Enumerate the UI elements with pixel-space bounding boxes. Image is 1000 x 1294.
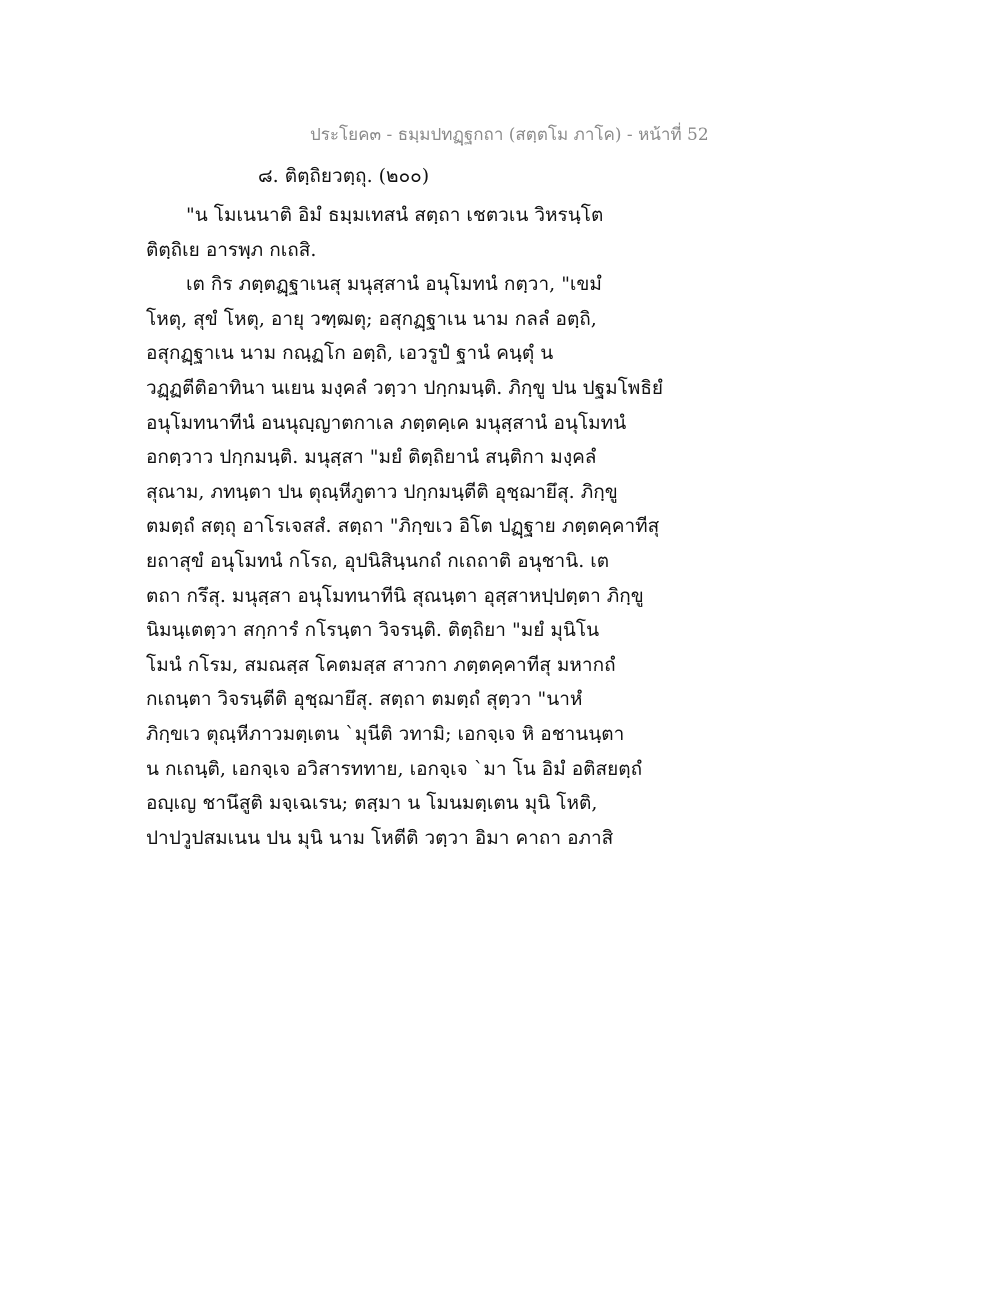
text-line: กเถนฺตา วิจรนฺตีติ อุชฺฌายึสุ. สตฺถา ตมตฺถํ สุตฺวา "นาหํ [146,688,583,711]
text-line: อกตฺวาว ปกฺกมนฺติ. มนุสฺสา "มยํ ติตฺถิยานํ สนฺติกา มงฺคลํ [146,446,597,469]
text-line: "น โมเนนาติ อิมํ ธมฺมเทสนํ สตฺถา เชตวเน วิหรนฺโต [186,204,604,226]
text-line: ปาปวูปสมเนน ปน มุนิ นาม โหตีติ วตฺวา อิมา คาถา อภาสิ [146,826,614,849]
running-header: ประโยค๓ - ธมฺมปทฏฺฐกถา (สตฺตโม ภาโค) - หน้าที่ 52 [310,125,709,145]
text-line: สุณาม, ภทนฺตา ปน ตุณฺหีภูตาว ปกฺกมนฺตีติ อุชฺฌายึสุ. ภิกฺขู [146,480,618,503]
section-title: ๘. ติตฺถิยวตฺถุ. (๒๐๐) [258,165,430,187]
text-line: ตมตฺถํ สตฺถุ อาโรเจสสํ. สตฺถา "ภิกฺขเว อิโต ปฏฺฐาย ภตฺตคฺคาทีสุ [146,515,660,538]
body-text [146,198,746,855]
text-line: โมนํ กโรม, สมณสฺส โคตมสฺส สาวกา ภตฺตคฺคาทีสุ มหากถํ [146,653,616,676]
text-line: เต กิร ภตฺตฏฺฐาเนสุ มนุสฺสานํ อนุโมทนํ กตฺวา, "เขมํ [186,273,602,296]
text-line: นิมนฺเตตฺวา สกฺการํ กโรนฺตา วิจรนฺติ. ติตฺถิยา "มยํ มุนิโน [146,619,600,642]
text-line: อสุกฏฺฐาเน นาม กณฺฏโก อตฺถิ, เอวรูปํ ฐานํ คนฺตุํ น [146,342,554,365]
text-line: ภิกฺขเว ตุณฺหีภาวมตฺเตน `มุนีติ วทามิ; เอกจฺเจ หิ อชานนฺตา [146,722,625,745]
text-line: โหตุ, สุขํ โหตุ, อายุ วฑฺฒตุ; อสุกฏฺฐาเน นาม กลลํ อตฺถิ, [146,307,597,330]
text-line: น กเถนฺติ, เอกจฺเจ อวิสารททาย, เอกจฺเจ `มา โน อิมํ อติสยตฺถํ [146,757,643,780]
text-line: ติตฺถิเย อารพฺภ กเถสิ. [146,238,317,261]
text-line: วฏฺฏตีติอาทินา นเยน มงฺคลํ วตฺวา ปกฺกมนฺติ. ภิกฺขู ปน ปฐมโพธิยํ [146,376,664,399]
text-line: ตถา กรึสุ. มนุสฺสา อนุโมทนาทีนิ สุณนฺตา อุสฺสาหปฺปตฺตา ภิกฺขู [146,584,644,607]
text-line: อนุโมทนาทีนํ อนนุญฺญาตกาเล ภตฺตคฺเค มนุสฺสานํ อนุโมทนํ [146,411,627,434]
text-line: อญฺเญ ชานึสูติ มจฺเฉเรน; ตสฺมา น โมนมตฺเตน มุนิ โหติ, [146,792,598,815]
text-line: ยถาสุขํ อนุโมทนํ กโรถ, อุปนิสินฺนกถํ กเถถาติ อนุชานิ. เต [146,549,610,572]
